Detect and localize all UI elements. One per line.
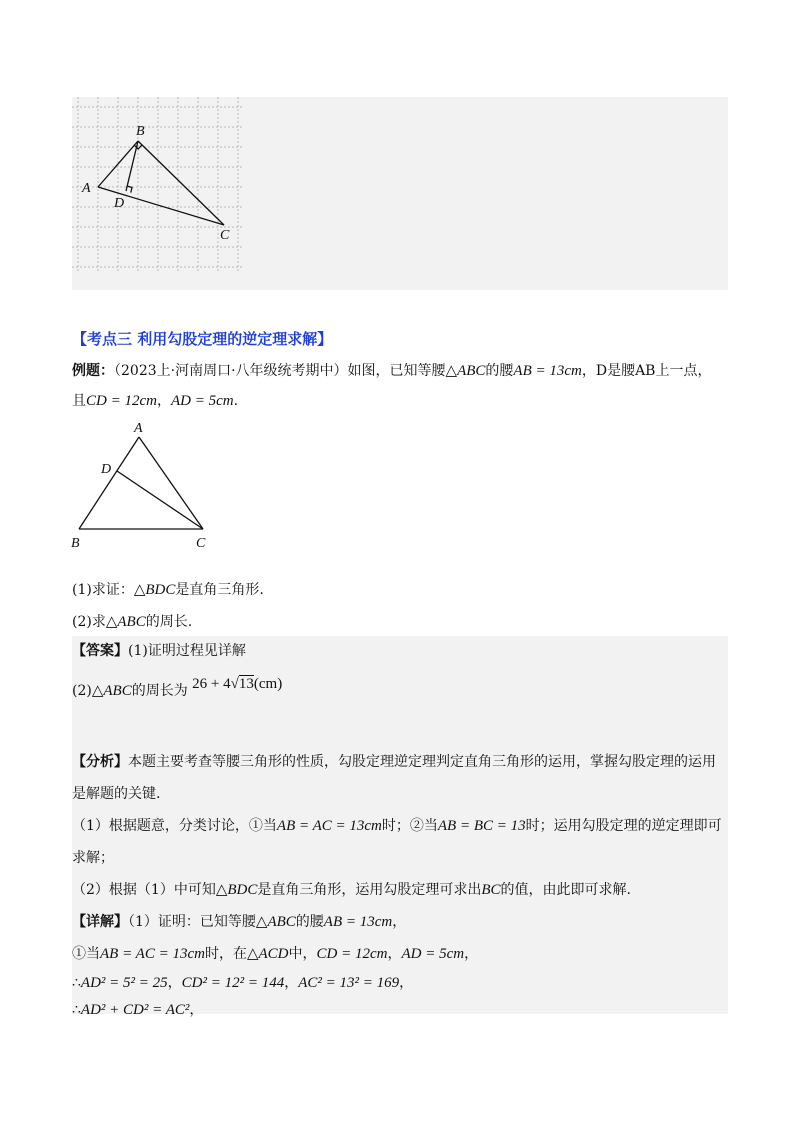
example-cd: CD = 12cm: [86, 393, 157, 409]
right-angle-mark-d: [127, 186, 132, 193]
label-a2: A: [134, 421, 143, 436]
label-d: D: [114, 196, 125, 211]
answer-label: 【答案】: [72, 643, 128, 659]
analysis-label: 【分析】: [72, 754, 128, 770]
answer-line2: (2)△ABC的周长为 26 + 4√13(cm): [72, 676, 283, 699]
detail-line3: ∴AD² = 5² = 25，CD² = 12² = 144，AC² = 13² = 169，: [72, 975, 414, 991]
question-2: (2)求△ABC的周长.: [72, 614, 193, 630]
label-b: B: [136, 124, 145, 139]
example-ad: AD = 5cm: [170, 393, 234, 409]
label-b2: B: [71, 536, 80, 551]
detail-line2: ①当AB = AC = 13cm时，在△ACD中，CD = 12cm，AD = 5cm，: [72, 946, 479, 962]
analysis-line2: 是解题的关键.: [72, 786, 161, 802]
section-heading: 【考点三 利用勾股定理的逆定理求解】: [72, 330, 333, 348]
label-a: A: [82, 181, 91, 196]
analysis-line1: 【分析】本题主要考查等腰三角形的性质，勾股定理逆定理判定直角三角形的运用，掌握勾股定理的运用: [72, 754, 716, 770]
example-label: 例题：: [72, 363, 114, 379]
answer-line1: 【答案】(1)证明过程见详解: [72, 643, 246, 659]
analysis-p1-line2: 求解；: [72, 850, 114, 866]
label-c2: C: [196, 536, 206, 551]
analysis-p1: （1）根据题意，分类讨论，①当AB = AC = 13cm时；②当AB = BC = 13时；运用勾股定理的逆定理即可: [72, 818, 722, 834]
detail-line1: 【详解】（1）证明：已知等腰△ABC的腰AB = 13cm，: [72, 914, 407, 930]
example-source: （2023上·河南周口·八年级统考期中）如图，已知等腰: [114, 363, 446, 379]
detail-label: 【详解】: [72, 914, 128, 930]
segment-dc2: [117, 471, 203, 529]
example-line2: 且CD = 12cm，AD = 5cm.: [72, 393, 239, 409]
example-ab: AB = 13cm: [513, 363, 582, 379]
grid-figure: [72, 97, 252, 277]
detail-line4: ∴AD² + CD² = AC²，: [72, 1002, 204, 1018]
example-line1: 例题：（2023上·河南周口·八年级统考期中）如图，已知等腰△ABC的腰AB = 13cm，D是腰AB上一点，: [72, 363, 712, 379]
question-1: (1)求证：△BDC是直角三角形.: [72, 582, 264, 598]
label-c: C: [220, 228, 230, 243]
example-tri: △ABC: [445, 363, 486, 379]
segment-ab2: [79, 437, 139, 529]
segment-ac2: [139, 437, 203, 529]
label-d2: D: [101, 462, 112, 477]
analysis-p2: （2）根据（1）中可知△BDC是直角三角形，运用勾股定理可求出BC的值，由此即可求解.: [72, 882, 631, 898]
triangle-figure: [65, 415, 225, 555]
